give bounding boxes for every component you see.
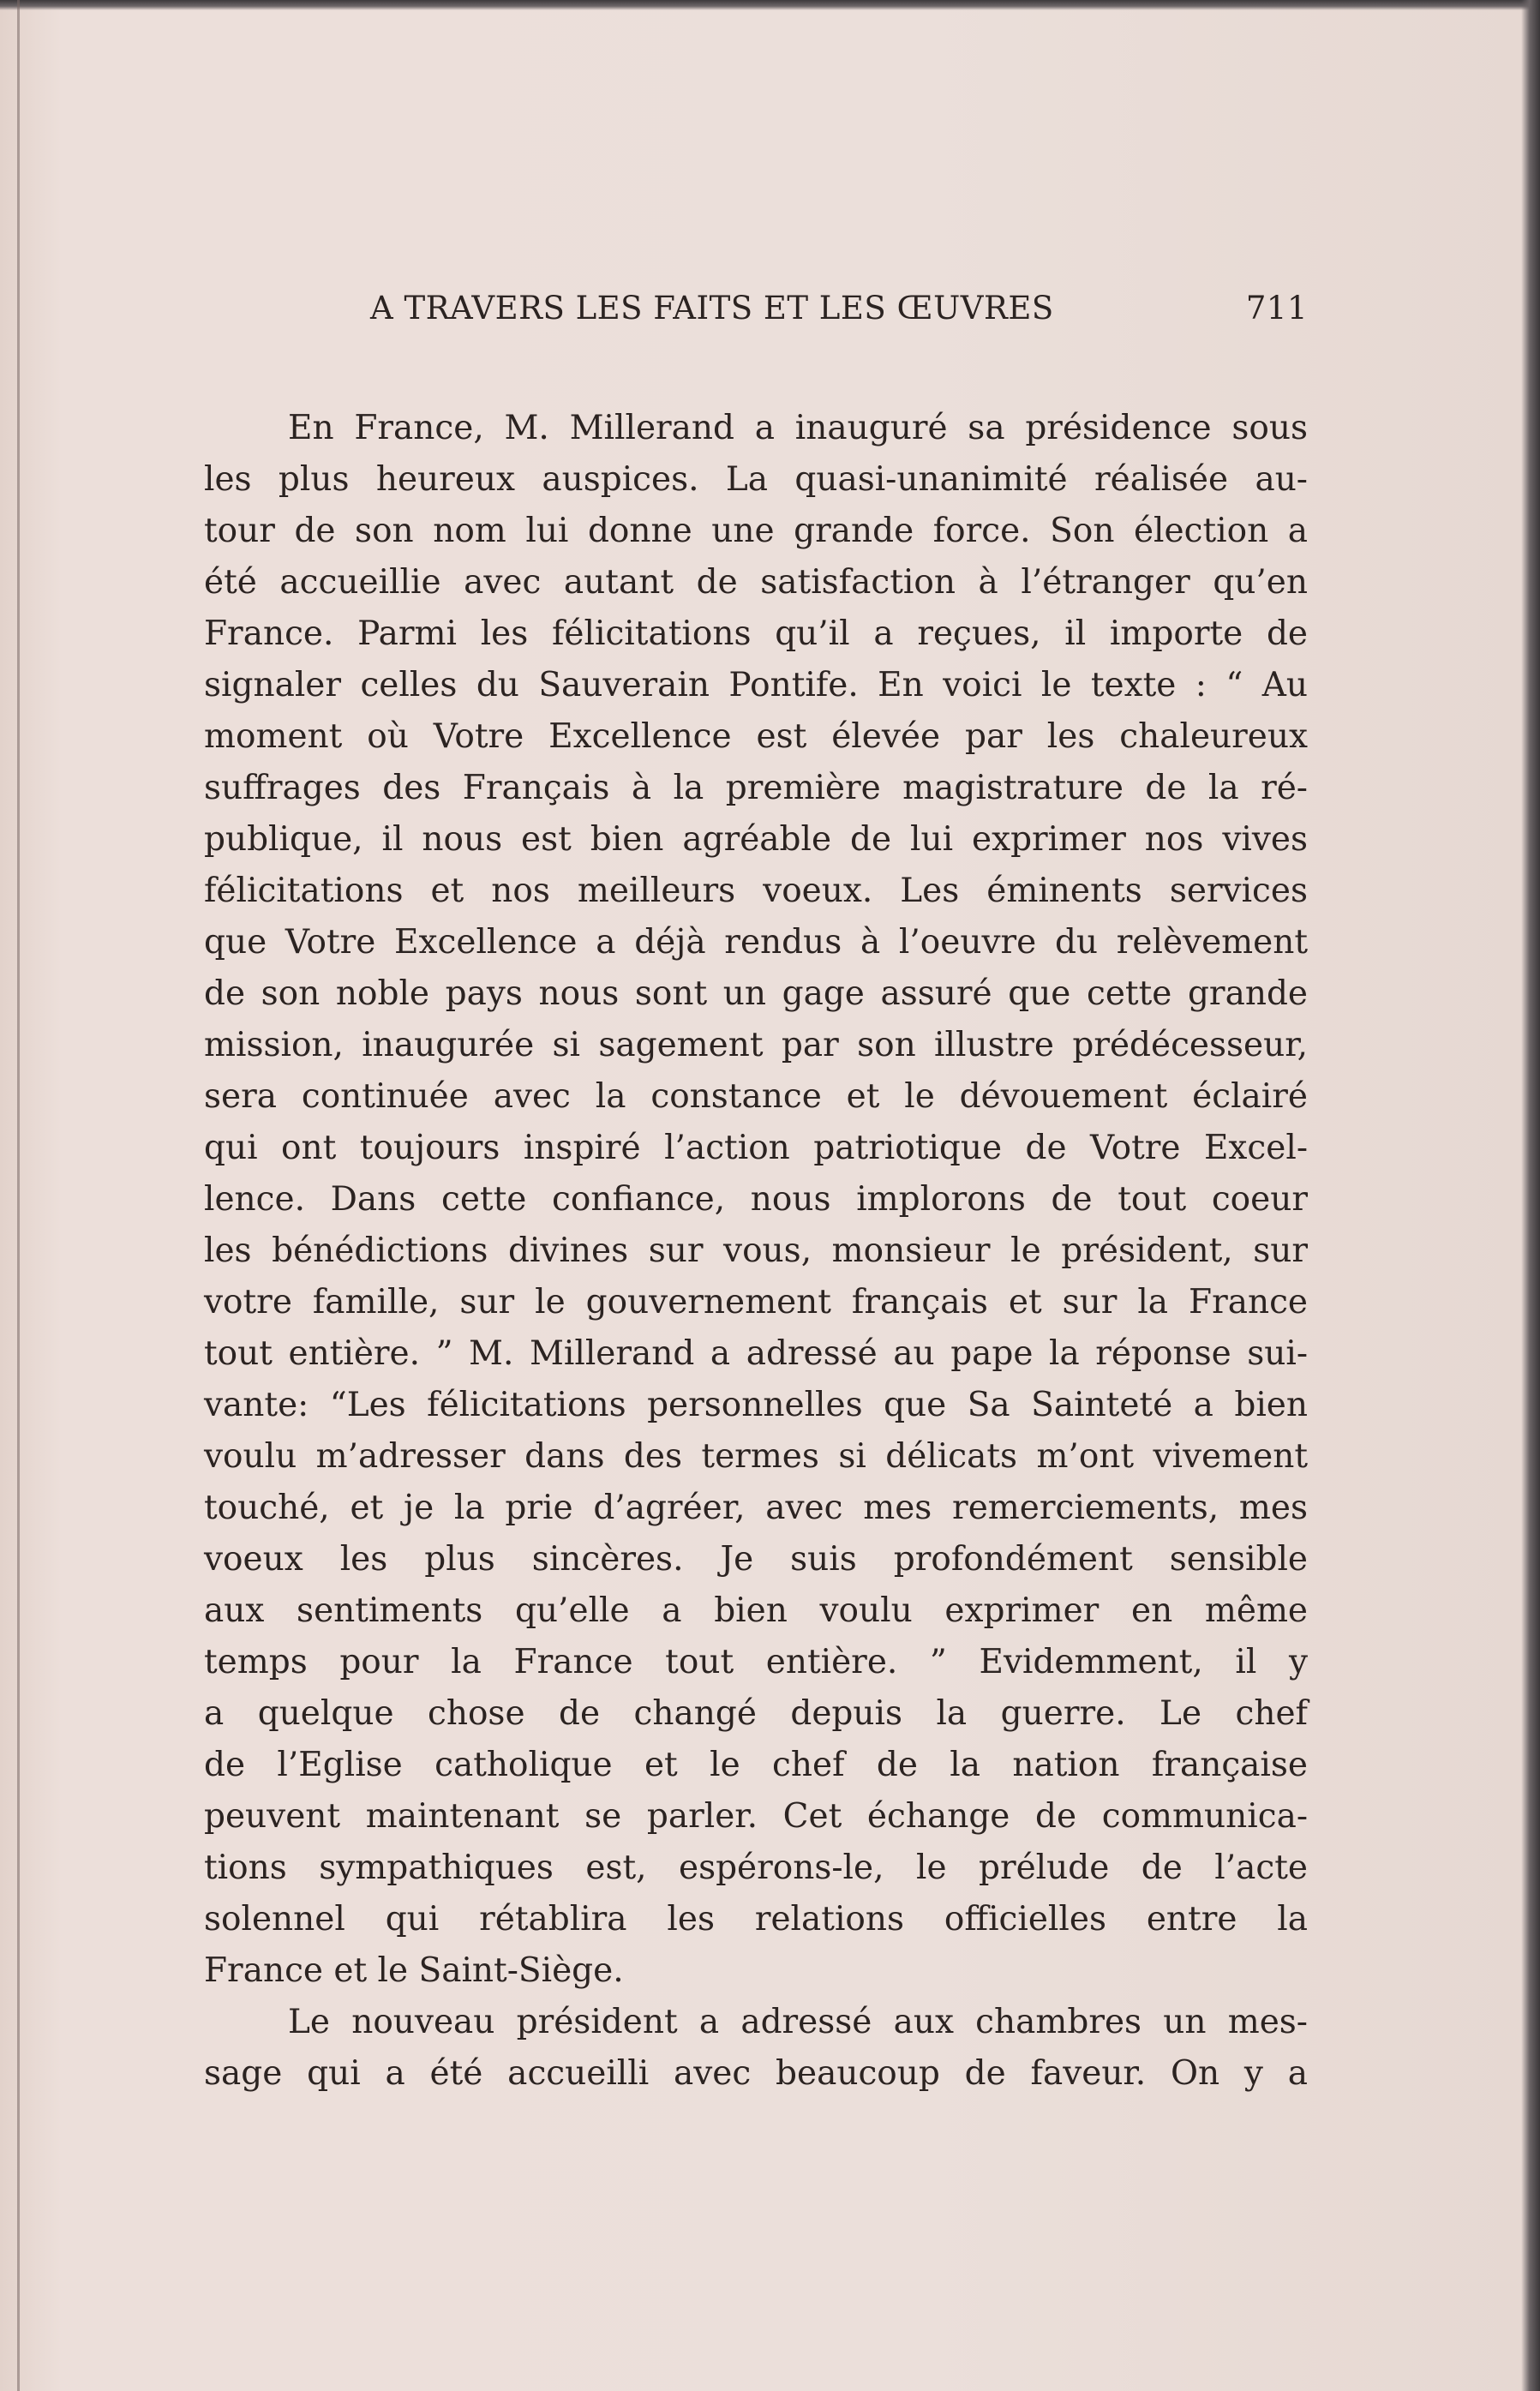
text-line: tout entière. ” M. Millerand a adressé au pape la réponse sui-: [204, 1334, 1308, 1373]
text-line: France. Parmi les félicitations qu’il a reçues, il importe de: [204, 614, 1308, 653]
body-text: [204, 403, 1308, 2100]
text-line: touché, et je la prie d’agréer, avec mes remerciements, mes: [204, 1489, 1308, 1527]
text-line: sage qui a été accueilli avec beaucoup de faveur. On y a: [204, 2054, 1308, 2093]
text-line: moment où Votre Excellence est élevée par les chaleureux: [204, 717, 1308, 756]
text-line: votre famille, sur le gouvernement français et sur la France: [204, 1283, 1308, 1321]
text-line: suffrages des Français à la première magistrature de la ré-: [204, 769, 1308, 807]
running-title: A TRAVERS LES FAITS ET LES ŒUVRES: [370, 290, 1054, 327]
text-line: aux sentiments qu’elle a bien voulu exprimer en même: [204, 1591, 1308, 1630]
text-line: Le nouveau président a adressé aux chambres un mes-: [288, 2003, 1308, 2041]
text-line: qui ont toujours inspiré l’action patriotique de Votre Excel-: [204, 1129, 1308, 1167]
page-number: 711: [1245, 290, 1308, 327]
text-line: de son noble pays nous sont un gage assuré que cette grande: [204, 974, 1308, 1013]
text-line: publique, il nous est bien agréable de lui exprimer nos vives: [204, 820, 1308, 859]
text-line: a quelque chose de changé depuis la guerre. Le chef: [204, 1694, 1308, 1733]
text-line: voeux les plus sincères. Je suis profondément sensible: [204, 1540, 1308, 1579]
text-line: tions sympathiques est, espérons-le, le prélude de l’acte: [204, 1849, 1308, 1887]
text-line: été accueillie avec autant de satisfaction à l’étranger qu’en: [204, 563, 1308, 602]
text-line: signaler celles du Sauverain Pontife. En voici le texte : “ Au: [204, 666, 1308, 704]
text-line: peuvent maintenant se parler. Cet échange de communica-: [204, 1797, 1308, 1836]
text-line: temps pour la France tout entière. ” Evidemment, il y: [204, 1643, 1308, 1681]
text-line: sera continuée avec la constance et le dévouement éclairé: [204, 1077, 1308, 1116]
text-line: En France, M. Millerand a inauguré sa présidence sous: [288, 409, 1308, 447]
text-line: voulu m’adresser dans des termes si délicats m’ont vivement: [204, 1437, 1308, 1476]
text-line: les plus heureux auspices. La quasi-unanimité réalisée au-: [204, 460, 1308, 499]
text-line: de l’Eglise catholique et le chef de la nation française: [204, 1746, 1308, 1784]
text-line: félicitations et nos meilleurs voeux. Les éminents services: [204, 872, 1308, 910]
text-line: vante: “Les félicitations personnelles que Sa Sainteté a bien: [204, 1386, 1308, 1424]
text-line: tour de son nom lui donne une grande force. Son élection a: [204, 512, 1308, 550]
text-line: que Votre Excellence a déjà rendus à l’oeuvre du relèvement: [204, 923, 1308, 962]
scan-top-edge: [0, 0, 1540, 10]
text-line: mission, inaugurée si sagement par son illustre prédécesseur,: [204, 1026, 1308, 1064]
text-line: solennel qui rétablira les relations officielles entre la: [204, 1900, 1308, 1939]
text-line: France et le Saint-Siège.: [204, 1951, 624, 1990]
page-gutter-line: [17, 0, 20, 2391]
scan-right-edge: [1521, 0, 1540, 2391]
running-header: [204, 290, 1308, 334]
text-line: lence. Dans cette confiance, nous implorons de tout coeur: [204, 1180, 1308, 1219]
text-line: les bénédictions divines sur vous, monsieur le président, sur: [204, 1231, 1308, 1270]
